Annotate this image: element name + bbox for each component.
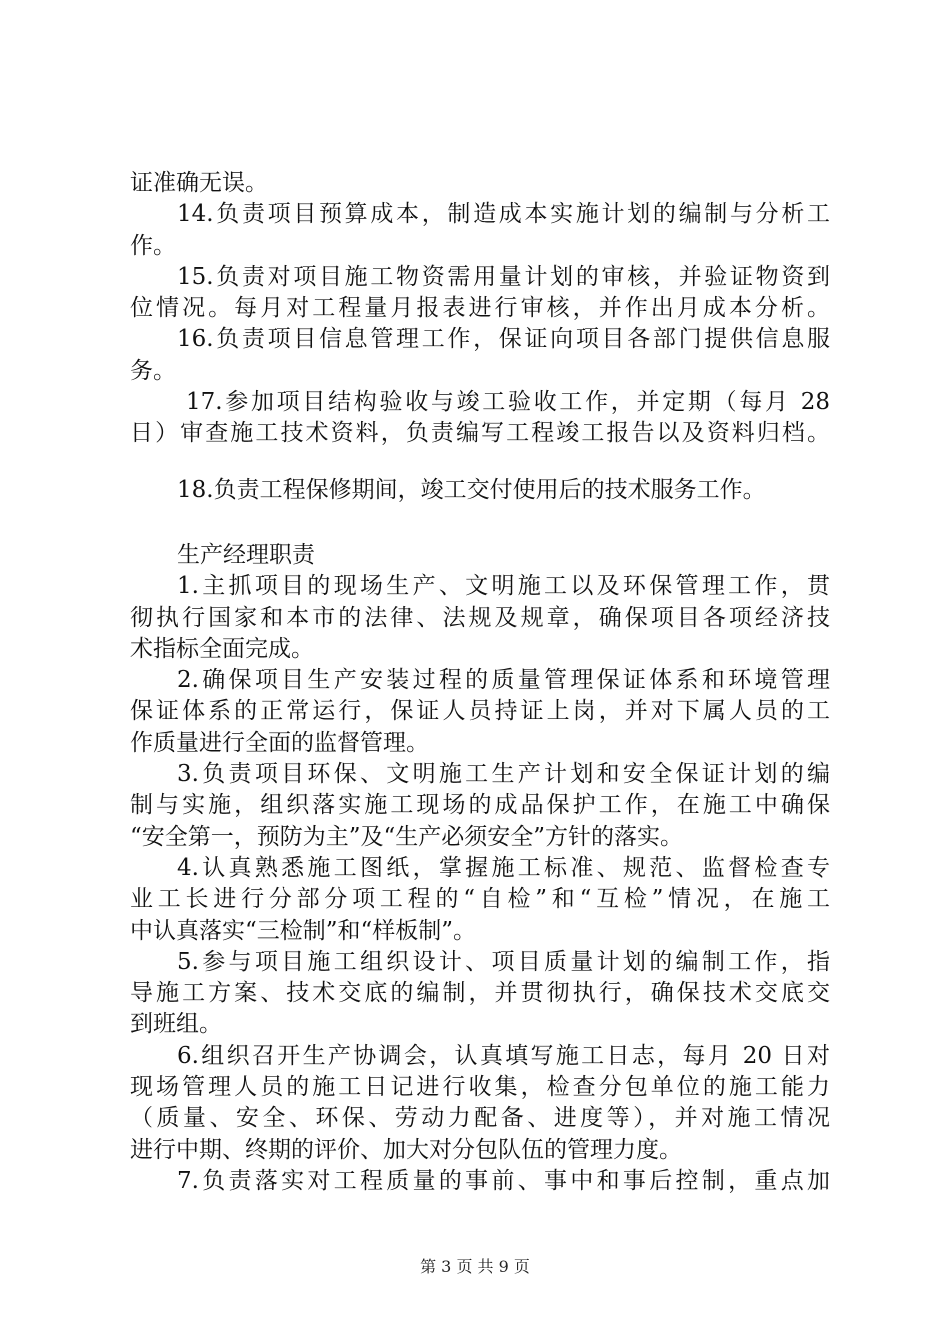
section-heading: 生产经理职责 bbox=[177, 541, 315, 568]
text-line: 5.参与项目施工组织设计、项目质量计划的编制工作，指 bbox=[177, 948, 830, 975]
text-line: 术指标全面完成。 bbox=[130, 635, 314, 662]
text-line: 日）审查施工技术资料，负责编写工程竣工报告以及资料归档。 bbox=[130, 420, 830, 447]
text-line: 务。 bbox=[130, 357, 176, 384]
text-line: 业工长进行分部分项工程的“自检”和“互检”情况，在施工 bbox=[130, 886, 830, 913]
text-line: 17.参加项目结构验收与竣工验收工作，并定期（每月 28 bbox=[186, 389, 830, 416]
text-line: 1.主抓项目的现场生产、文明施工以及环保管理工作，贯 bbox=[177, 573, 830, 600]
text-line: 18.负责工程保修期间，竣工交付使用后的技术服务工作。 bbox=[177, 476, 766, 503]
text-line: 位情况。每月对工程量月报表进行审核，并作出月成本分析。 bbox=[130, 295, 830, 322]
text-line: 15.负责对项目施工物资需用量计划的审核，并验证物资到 bbox=[177, 263, 830, 290]
page-number-footer: 第 3 页 共 9 页 bbox=[420, 1257, 530, 1276]
text-line: 3.负责项目环保、文明施工生产计划和安全保证计划的编 bbox=[177, 761, 830, 788]
text-line: 6.组织召开生产协调会，认真填写施工日志，每月 20 日对 bbox=[177, 1042, 830, 1069]
text-line: 彻执行国家和本市的法律、法规及规章，确保项目各项经济技 bbox=[130, 604, 830, 631]
text-line: 7.负责落实对工程质量的事前、事中和事后控制，重点加 bbox=[177, 1167, 830, 1194]
text-line: 到班组。 bbox=[130, 1011, 222, 1038]
text-line: 保证体系的正常运行，保证人员持证上岗，并对下属人员的工 bbox=[130, 698, 830, 725]
text-line: “安全第一，预防为主”及“生产必须安全”方针的落实。 bbox=[130, 823, 684, 850]
text-line: 现场管理人员的施工日记进行收集，检查分包单位的施工能力 bbox=[130, 1074, 830, 1101]
text-line: 证准确无误。 bbox=[130, 170, 268, 196]
text-line: 导施工方案、技术交底的编制，并贯彻执行，确保技术交底交 bbox=[130, 980, 830, 1007]
text-line: 作质量进行全面的监督管理。 bbox=[130, 729, 429, 756]
text-line: 16.负责项目信息管理工作，保证向项目各部门提供信息服 bbox=[177, 326, 830, 353]
text-line: 14.负责项目预算成本，制造成本实施计划的编制与分析工 bbox=[177, 201, 830, 228]
text-line: 进行中期、终期的评价、加大对分包队伍的管理力度。 bbox=[130, 1136, 682, 1163]
text-line: 制与实施，组织落实施工现场的成品保护工作，在施工中确保 bbox=[130, 792, 830, 819]
text-line: 2.确保项目生产安装过程的质量管理保证体系和环境管理 bbox=[177, 667, 830, 694]
text-line: （质量、安全、环保、劳动力配备、进度等），并对施工情况 bbox=[130, 1105, 830, 1132]
text-line: 作。 bbox=[130, 232, 176, 259]
text-line: 4.认真熟悉施工图纸，掌握施工标准、规范、监督检查专 bbox=[177, 854, 830, 881]
text-line: 中认真落实“三检制”和“样板制”。 bbox=[130, 917, 477, 944]
document-body bbox=[130, 168, 830, 1197]
